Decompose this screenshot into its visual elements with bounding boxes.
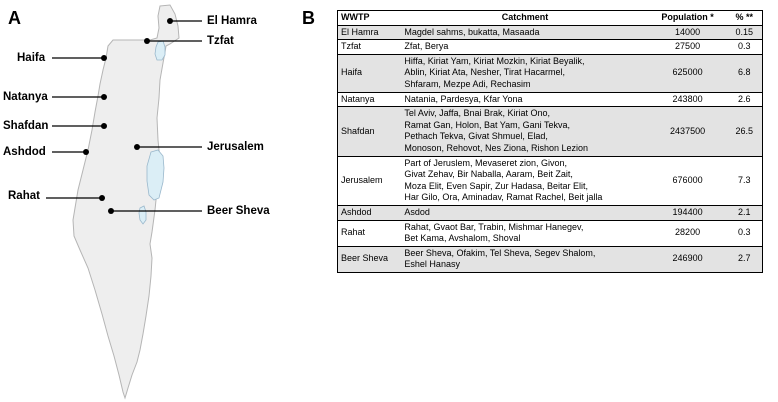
cell-population: 676000 xyxy=(649,156,727,205)
cell-wwtp: El Hamra xyxy=(338,25,402,40)
catchment-line: Zfat, Berya xyxy=(404,41,449,52)
catchment-line: Shfaram, Mezpe Adi, Rechasim xyxy=(404,78,531,89)
catchment-line: Eshel Hanasy xyxy=(404,259,460,270)
cell-percent: 0.3 xyxy=(727,220,763,246)
cell-catchment xyxy=(401,156,648,205)
cell-population: 14000 xyxy=(649,25,727,40)
cell-population: 246900 xyxy=(649,246,727,272)
table-row xyxy=(338,25,763,40)
cell-population: 28200 xyxy=(649,220,727,246)
header-percent: % ** xyxy=(727,11,763,26)
dead-sea xyxy=(147,150,164,200)
table-row xyxy=(338,205,763,220)
catchment-line: Hiffa, Kiriat Yam, Kiriat Mozkin, Kiriat Beyalik, xyxy=(404,55,585,66)
cell-population: 27500 xyxy=(649,40,727,55)
header-wwtp: WWTP xyxy=(338,11,402,26)
catchment-line: Tel Aviv, Jaffa, Bnai Brak, Kiriat Ono, xyxy=(404,108,550,119)
city-label-rahat: Rahat xyxy=(8,190,40,202)
city-label-tzfat: Tzfat xyxy=(207,35,234,47)
cell-percent: 6.8 xyxy=(727,54,763,92)
city-label-haifa: Haifa xyxy=(17,52,46,64)
panel-label-a: A xyxy=(8,8,21,28)
catchment-line: Beer Sheva, Ofakim, Tel Sheva, Segev Shalom, xyxy=(404,247,596,258)
panel-label-b: B xyxy=(302,8,315,28)
catchment-line: Rahat, Gvaot Bar, Trabin, Mishmar Hanegev, xyxy=(404,221,584,232)
cell-wwtp: Shafdan xyxy=(338,107,402,156)
catchment-line: Natania, Pardesya, Kfar Yona xyxy=(404,93,523,104)
cell-wwtp: Jerusalem xyxy=(338,156,402,205)
jerusalem-dot xyxy=(134,144,140,150)
table-row xyxy=(338,107,763,156)
ashdod-dot xyxy=(83,149,89,155)
rahat-dot xyxy=(99,195,105,201)
cell-population: 625000 xyxy=(649,54,727,92)
city-label-beer-sheva: Beer Sheva xyxy=(207,205,270,217)
table-row xyxy=(338,246,763,272)
el-hamra-dot xyxy=(167,18,173,24)
catchment-line: Bet Kama, Avshalom, Shoval xyxy=(404,233,521,244)
city-label-ashdod: Ashdod xyxy=(3,146,46,158)
wwtp-table xyxy=(337,10,763,273)
cell-population: 194400 xyxy=(649,205,727,220)
beer-sheva-dot xyxy=(108,208,114,214)
cell-catchment xyxy=(401,246,648,272)
cell-percent: 26.5 xyxy=(727,107,763,156)
country-outline xyxy=(73,5,179,398)
catchment-line: Ramat Gan, Holon, Bat Yam, Gani Tekva, xyxy=(404,119,571,130)
cell-percent: 2.7 xyxy=(727,246,763,272)
tzfat-dot xyxy=(144,38,150,44)
catchment-line: Ablin, Kiriat Ata, Nesher, Tirat Hacarmel, xyxy=(404,67,565,78)
table-row xyxy=(338,40,763,55)
cell-catchment xyxy=(401,25,648,40)
catchment-line: Har Gilo, Ora, Aminadav, Ramat Rachel, Beit jalla xyxy=(404,192,603,203)
table-row xyxy=(338,156,763,205)
catchment-line: Part of Jeruslem, Mevaseret zion, Givon, xyxy=(404,157,567,168)
cell-catchment xyxy=(401,40,648,55)
natanya-dot xyxy=(101,94,107,100)
table-row xyxy=(338,54,763,92)
cell-wwtp: Natanya xyxy=(338,92,402,107)
cell-wwtp: Ashdod xyxy=(338,205,402,220)
table-header-row xyxy=(338,11,763,26)
haifa-dot xyxy=(101,55,107,61)
cell-catchment xyxy=(401,92,648,107)
catchment-line: Pethach Tekva, Givat Shmuel, Elad, xyxy=(404,131,548,142)
city-label-shafdan: Shafdan xyxy=(3,120,49,132)
cell-catchment xyxy=(401,107,648,156)
catchment-line: Monoson, Rehovot, Nes Ziona, Rishon Lezion xyxy=(404,142,589,153)
shafdan-dot xyxy=(101,123,107,129)
cell-population: 2437500 xyxy=(649,107,727,156)
cell-wwtp: Haifa xyxy=(338,54,402,92)
city-label-el-hamra: El Hamra xyxy=(207,15,257,27)
table-row xyxy=(338,220,763,246)
cell-wwtp: Rahat xyxy=(338,220,402,246)
city-label-jerusalem: Jerusalem xyxy=(207,141,264,153)
cell-catchment xyxy=(401,205,648,220)
cell-percent: 7.3 xyxy=(727,156,763,205)
header-catchment: Catchment xyxy=(401,11,648,26)
catchment-line: Asdod xyxy=(404,206,430,217)
cell-wwtp: Tzfat xyxy=(338,40,402,55)
cell-percent: 2.6 xyxy=(727,92,763,107)
cell-catchment xyxy=(401,220,648,246)
city-label-natanya: Natanya xyxy=(3,91,48,103)
cell-wwtp: Beer Sheva xyxy=(338,246,402,272)
cell-population: 243800 xyxy=(649,92,727,107)
catchment-line: Givat Zehav, Bir Naballa, Aaram, Beit Zait, xyxy=(404,169,573,180)
table-row xyxy=(338,92,763,107)
catchment-line: Moza Elit, Even Sapir, Zur Hadasa, Beitar Elit, xyxy=(404,180,588,191)
header-population: Population * xyxy=(649,11,727,26)
catchment-line: Magdel sahms, bukatta, Masaada xyxy=(404,26,540,37)
cell-percent: 0.3 xyxy=(727,40,763,55)
cell-percent: 0.15 xyxy=(727,25,763,40)
cell-catchment xyxy=(401,54,648,92)
cell-percent: 2.1 xyxy=(727,205,763,220)
